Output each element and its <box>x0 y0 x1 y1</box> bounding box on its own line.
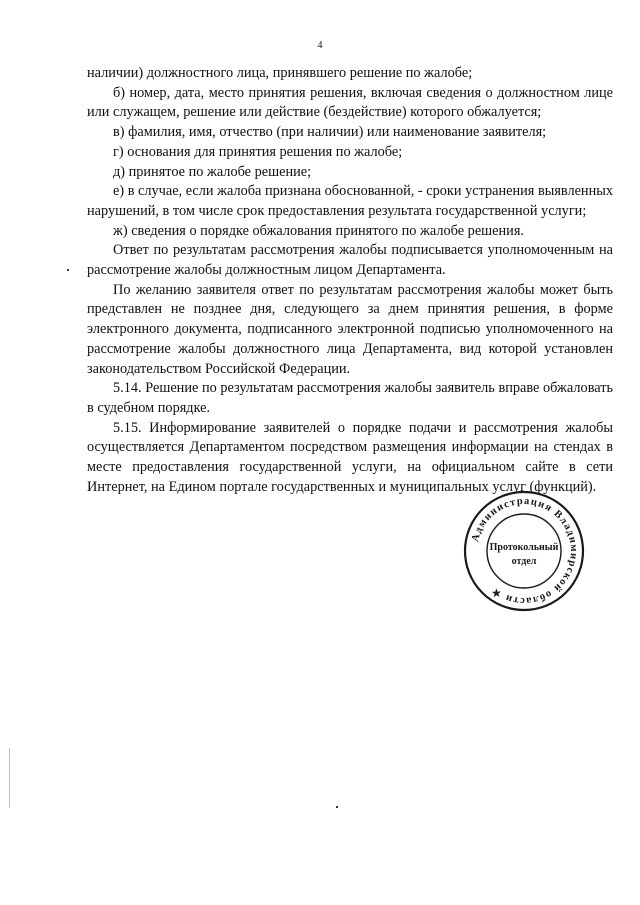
scan-speck <box>9 748 10 808</box>
paragraph-continuation: наличии) должностного лица, принявшего решение по жалобе; <box>87 65 473 81</box>
paragraph-item-g: г) основания для принятия решения по жалобе; <box>113 143 403 160</box>
paragraph-item-v: в) фамилия, имя, отчество (при наличии) или наименование заявителя; <box>113 124 547 141</box>
paragraph-5-14: 5.14. Решение по результатам рассмотрения жалобы заявитель вправе обжаловать в судебном порядке. <box>87 380 613 416</box>
scan-speck <box>336 806 338 808</box>
stamp-center-line1: Протокольный <box>489 542 559 553</box>
paragraph-5-15: 5.15. Информирование заявителей о порядке подачи и рассмотрения жалобы осуществляется Департаментом посредством размещения информации на стендах в месте предоставления государственной услуги, на официальном сайте в сети Интернет, на Едином портале государственных и муниципальных услуг (функций). <box>87 419 613 495</box>
page-number: 4 <box>317 40 323 51</box>
stamp-center-line2: отдел <box>511 556 537 567</box>
paragraph-item-zh: ж) сведения о порядке обжалования принятого по жалобе решения. <box>113 222 524 239</box>
paragraph-item-e: е) в случае, если жалоба признана обоснованной, - сроки устранения выявленных нарушений, в том числе срок предоставления результата государственной услуги; <box>87 183 613 219</box>
paragraph-item-d: д) принятое по жалобе решение; <box>113 163 312 180</box>
stamp-ring-text: Администрация Владимирской области ★ <box>469 495 580 607</box>
document-body <box>87 64 613 497</box>
official-stamp <box>455 489 593 613</box>
paragraph-item-b: б) номер, дата, место принятия решения, включая сведения о должностном лице или служащем, решение или действие (бездействие) которого обжалуется; <box>87 84 613 121</box>
paragraph-response-signature: Ответ по результатам рассмотрения жалобы подписывается уполномоченным на рассмотрение жалобы должностным лицом Департамента. <box>87 242 613 279</box>
scan-speck <box>67 269 69 271</box>
paragraph-electronic-response: По желанию заявителя ответ по результатам рассмотрения жалобы может быть представлен не позднее дня, следующего за днем принятия решения, в форме электронного документа, подписанного электронной подписью уполномоченного на рассмотрение жалобы должностного лица Департамента, вид которой установлен законодательством Российской Федерации. <box>87 281 613 377</box>
